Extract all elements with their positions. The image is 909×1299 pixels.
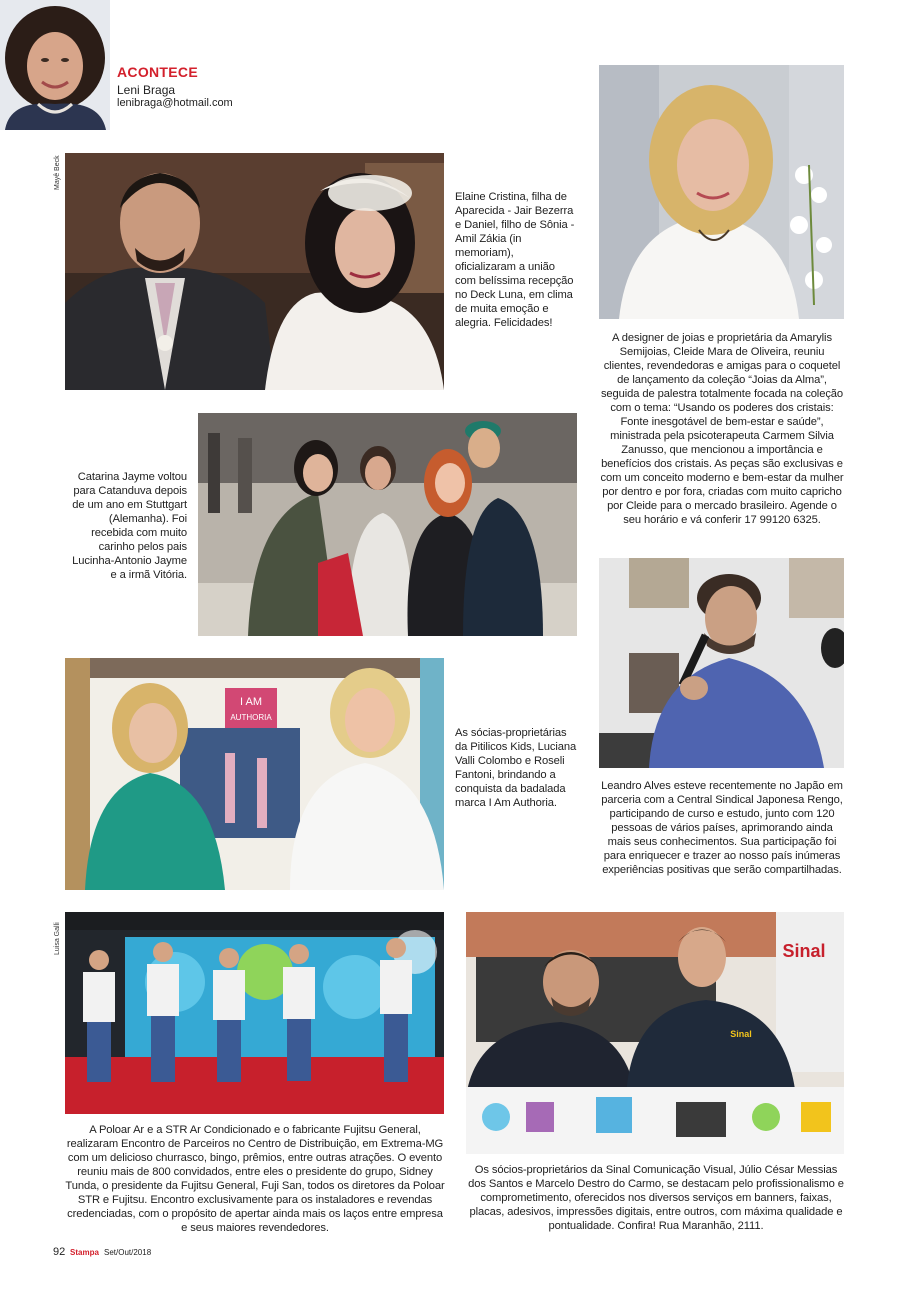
japan-speaker-photo <box>599 558 844 768</box>
columnist-portrait <box>0 0 110 130</box>
sinal-shirt-logo: Sinal <box>730 1029 752 1039</box>
store-photo <box>65 658 444 890</box>
jewelry-designer-image <box>599 65 844 319</box>
photo-credit-wedding: Mayê Beck <box>54 155 61 190</box>
page-number: 92 <box>53 1246 66 1258</box>
section-title: ACONTECE <box>117 64 198 80</box>
caption-airport: Catarina Jayme voltou para Catanduva depois de um ano em Stuttgart (Alemanha). Foi recebida com muito carinho pelos pais Lucinha-Antonio Jayme e a irmã Vitória. <box>72 471 187 581</box>
wedding-photo <box>65 153 444 390</box>
sinal-owners-image <box>466 912 844 1154</box>
sinal-wall-logo: Sinal <box>782 941 826 961</box>
caption-store: As sócias-proprietárias da Pitilicos Kids, Luciana Valli Colombo e Roseli Fantoni, brindando a conquista da badalada marca I Am Authoria. <box>455 727 577 809</box>
caption-jewelry: A designer de joias e proprietária da Amarylis Semijoias, Cleide Mara de Oliveira, reuniu clientes, revendedoras e amigas para o coquetel de lançamento da coleção “Joias da Alma”, seguida de palestra totalmente focada na coleção com o tema: “Usando os poderes dos cristais: Fonte inesgotável de bem-estar e saúde”, ministrada pela psicoterapeuta Carmem Silvia Zanusso, que mencionou a importância e benefícios dos cristais. As peças são exclusivas e com um conceito moderno e bem-estar da mulher por dentro e por fora, criadas com muito capricho por Cleide para o mercado brasileiro. Agende o seu horário e vá conferir 17 99120 6325. <box>600 332 844 526</box>
columnist-email[interactable]: lenibraga@hotmail.com <box>117 97 233 109</box>
issue-date: Set/Out/2018 <box>104 1248 152 1257</box>
caption-sinal: Os sócios-proprietários da Sinal Comunicação Visual, Júlio César Messias dos Santos e Marcelo Destro do Carmo, se destacam pelo profissionalismo e comprometimento, oferecidos nos diversos serviços em banners, faixas, placas, adesivos, impressões digitais, entre outros, com máxima qualidade e pontualidade. Confira! Rua Maranhão, 2111. <box>468 1164 844 1232</box>
store-sign-text-2: AUTHORIA <box>230 713 272 722</box>
columnist-photo <box>0 0 110 130</box>
store-sign-text-1: I AM <box>239 696 263 708</box>
event-photo <box>65 912 444 1114</box>
photo-credit-event: Luisa Galli <box>54 922 61 955</box>
wedding-couple-image <box>65 153 444 390</box>
japan-speaker-image <box>599 558 844 768</box>
magazine-name: Stampa <box>70 1248 99 1257</box>
caption-japan: Leandro Alves esteve recentemente no Japão em parceria com a Central Sindical Japonesa Rengo, participando de curso e estudo, junto com 120 pessoas de vários países, aprimorando ainda mais seus conhecimentos. Sua participação foi para enriquecer e trazer ao nosso país inúmeras experiências positivas que serão compartilhadas. <box>601 780 843 876</box>
sinal-photo <box>466 912 844 1154</box>
caption-wedding: Elaine Cristina, filha de Aparecida - Jair Bezerra e Daniel, filho de Sônia - Amil Zákia (in memoriam), oficializaram a união com belíssima recepção no Deck Luna, em clima de muita emoção e alegria. Felicidades! <box>455 191 575 329</box>
store-toast-image <box>65 658 444 890</box>
airport-photo <box>198 413 577 636</box>
jewelry-designer-photo <box>599 65 844 319</box>
columnist-name: Leni Braga <box>117 83 176 97</box>
airport-family-image <box>198 413 577 636</box>
caption-event: A Poloar Ar e a STR Ar Condicionado e o fabricante Fujitsu General, realizaram Encontro de Parceiros no Centro de Distribuição, em Extrema-MG com um delicioso churrasco, bingo, prêmios, entre outras atrações. O evento reuniu mais de 800 convidados, entre eles o presidente do grupo, Sidney Tunda, o presidente da Fujitsu General, Fuji San, todos os diretores da Poloar STR e Fujitsu. Encontro exclusivamente para os instaladores e revendas credenciadas, com o propósito de apertar ainda mais os laços entre empresa e seus maiores revendedores. <box>65 1124 445 1234</box>
event-stage-image <box>65 912 444 1114</box>
